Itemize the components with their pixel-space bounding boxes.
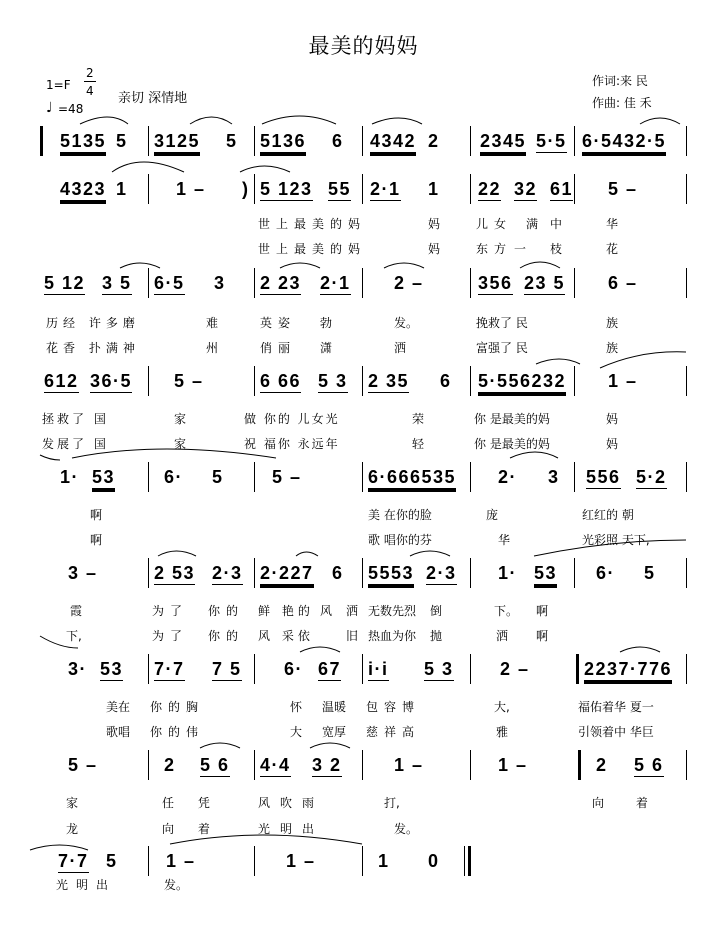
- lyric: 祝 福你 永远年: [244, 437, 340, 451]
- lyric: 洒: [394, 341, 407, 355]
- note-group: 53: [100, 659, 124, 679]
- note-group: 2237·776: [584, 659, 673, 679]
- barline: [686, 366, 687, 396]
- barline: [362, 462, 363, 492]
- lyric: 你 是最美的妈: [474, 437, 550, 451]
- note-group: 2·227: [260, 563, 314, 583]
- note-group: 55: [328, 179, 352, 199]
- note-group: 1 –: [166, 851, 196, 871]
- barline: [470, 750, 471, 780]
- barline: [574, 174, 575, 204]
- barline: [574, 462, 575, 492]
- tempo-marking: =48: [58, 102, 84, 116]
- lyric: 妈: [428, 242, 441, 256]
- barline: [574, 558, 575, 588]
- lyric: 轻: [412, 437, 425, 451]
- note-group: 2 35: [368, 371, 410, 391]
- lyric: 包容博: [366, 700, 421, 714]
- time-signature-divider: [84, 81, 96, 82]
- note-group: 2: [164, 755, 176, 775]
- note-group: 61: [550, 179, 574, 199]
- note-group: 6: [440, 371, 452, 391]
- barline: [254, 126, 255, 156]
- start-barline: [40, 126, 43, 156]
- score-system-4: [40, 370, 690, 404]
- note-group: 5: [644, 563, 656, 583]
- lyric-line-2: 歌唱: [106, 725, 131, 739]
- note-group: 1: [378, 851, 390, 871]
- note-group: 5553: [368, 563, 415, 583]
- lyric: 华: [606, 217, 619, 231]
- lyric: 中: [550, 217, 563, 231]
- time-signature-top: 2: [86, 66, 94, 80]
- note-group: 5 3: [424, 659, 454, 679]
- lyric: 鲜 艳的: [258, 604, 314, 618]
- lyric-line-1: 霞: [70, 604, 83, 618]
- note-group: 3: [214, 273, 226, 293]
- note-group: 3 –: [68, 563, 98, 583]
- lyric: 做 你的 儿女光: [244, 412, 340, 426]
- slur: [520, 262, 560, 268]
- barline: [148, 462, 149, 492]
- barline: [254, 750, 255, 780]
- lyric-line-1: 啊: [90, 508, 103, 522]
- slur: [640, 118, 680, 124]
- quarter-note-icon: ♩: [46, 100, 53, 116]
- barline: [470, 462, 471, 492]
- barline: [686, 126, 687, 156]
- note-group: 5: [226, 131, 238, 151]
- slur: [384, 263, 424, 268]
- barline: [362, 126, 363, 156]
- score-system-6: [40, 562, 690, 596]
- expression-marking: 亲切 深情地: [118, 91, 188, 106]
- barline: [470, 558, 471, 588]
- barline: [470, 268, 471, 298]
- lyric: 宽厚: [322, 725, 347, 739]
- barline: [574, 268, 575, 298]
- note-group: 6 66: [260, 371, 302, 391]
- lyric: 福佑着华 夏一: [578, 700, 654, 714]
- note-group: 5 6: [634, 755, 664, 775]
- lyric: 荣: [412, 412, 425, 426]
- barline: [362, 750, 363, 780]
- lyric: 华: [498, 533, 511, 547]
- note-group: 5 –: [608, 179, 638, 199]
- slur: [536, 359, 580, 364]
- lyric: 英姿: [260, 316, 297, 330]
- lyric-line-1: 光明出: [56, 878, 117, 892]
- lyric: 向 着: [592, 796, 662, 810]
- note-group: 5 3: [318, 371, 348, 391]
- note-group: 6·5: [154, 273, 185, 293]
- barline: [470, 126, 471, 156]
- lyric: 发。: [394, 822, 419, 836]
- lyric: 风: [320, 604, 333, 618]
- note-group: 5·2: [636, 467, 667, 487]
- note-group: 1 –: [608, 371, 638, 391]
- note-group: 22: [478, 179, 502, 199]
- barline: [470, 654, 471, 684]
- barline: [148, 750, 149, 780]
- note-group: 5136: [260, 131, 307, 151]
- slur: [410, 551, 450, 556]
- note-group: 1 –: [498, 755, 528, 775]
- barline: [254, 268, 255, 298]
- note-group: 2·3: [212, 563, 243, 583]
- barline: [254, 846, 255, 876]
- note-group: 3 2: [312, 755, 342, 775]
- note-group: 7·7: [154, 659, 185, 679]
- lyric: 你的: [208, 629, 245, 643]
- note-group: 7·7: [58, 851, 89, 871]
- lyric: 抛: [430, 629, 443, 643]
- lyric: 东方: [476, 242, 513, 256]
- note-group: 1 –: [394, 755, 424, 775]
- note-group: 2 53: [154, 563, 196, 583]
- note-group: 5 123: [260, 179, 313, 199]
- note-group: 6·: [284, 659, 304, 679]
- barline: [254, 462, 255, 492]
- lyric: 妈: [428, 217, 441, 231]
- barline: [254, 654, 255, 684]
- slur: [158, 551, 196, 556]
- note-group: 356: [478, 273, 513, 293]
- lyric: 为了: [152, 604, 189, 618]
- barline: [254, 558, 255, 588]
- lyric: 热血为你: [368, 629, 417, 643]
- note-group: 4·4: [260, 755, 291, 775]
- barline: [470, 366, 471, 396]
- note-group: 5 6: [200, 755, 230, 775]
- slur: [510, 452, 558, 458]
- score-system-9: [40, 850, 690, 884]
- note-group: 2 –: [394, 273, 424, 293]
- note-group: 1 –: [286, 851, 316, 871]
- lyric-line-1: 拯救了 国: [42, 412, 109, 426]
- lyric: 大,: [494, 700, 510, 714]
- repeat-barline: [576, 654, 579, 684]
- barline: [362, 654, 363, 684]
- note-group: 2: [596, 755, 608, 775]
- note-group: 7 5: [212, 659, 242, 679]
- lyric: 歌 唱你的芬: [368, 533, 432, 547]
- lyric: 慈祥高: [366, 725, 421, 739]
- barline: [686, 462, 687, 492]
- lyric: 怀: [290, 700, 303, 714]
- note-group: 4342: [370, 131, 417, 151]
- lyric: 发。: [164, 878, 189, 892]
- lyric: 枝: [550, 242, 563, 256]
- note-group: 2·: [498, 467, 518, 487]
- lyric: 你的胸: [150, 700, 205, 714]
- note-group: 2 –: [500, 659, 530, 679]
- lyric-line-2: 龙: [66, 822, 79, 836]
- note-group: 1 –: [176, 179, 206, 199]
- barline: [470, 174, 471, 204]
- note-group: 0: [428, 851, 440, 871]
- note-group: 1·: [60, 467, 80, 487]
- score-system-5: [40, 466, 690, 500]
- note-group: 2: [428, 131, 440, 151]
- barline: [148, 174, 149, 204]
- lyric: 挽救了 民: [476, 316, 528, 330]
- barline: [574, 366, 575, 396]
- note-group: 3 5: [102, 273, 132, 293]
- note-group: 5 –: [272, 467, 302, 487]
- barline: [574, 126, 575, 156]
- barline: [148, 268, 149, 298]
- slur: [262, 116, 336, 124]
- lyric: 你 是最美的妈: [474, 412, 550, 426]
- barline: [362, 558, 363, 588]
- barline: [148, 366, 149, 396]
- note-group: ): [242, 179, 250, 199]
- score-system-3: [40, 272, 690, 306]
- slur: [190, 117, 232, 124]
- final-barline-thin: [464, 846, 465, 876]
- score-system-2: [40, 178, 690, 212]
- time-signature-bottom: 4: [86, 84, 94, 98]
- lyric-line-1: 美在: [106, 700, 131, 714]
- barline: [362, 268, 363, 298]
- lyric: 儿女: [476, 217, 513, 231]
- slur: [80, 117, 128, 124]
- lyric: 红红的 朝: [582, 508, 634, 522]
- barline: [686, 174, 687, 204]
- lyric: 啊: [536, 629, 549, 643]
- note-group: 612: [44, 371, 79, 391]
- barline: [686, 750, 687, 780]
- lyric-line-2: 啊: [90, 533, 103, 547]
- slur: [280, 263, 320, 268]
- slur: [372, 118, 422, 124]
- lyric: 家: [174, 437, 187, 451]
- lyric: 任 凭: [162, 796, 220, 810]
- composer-credit: 作曲: 佳 禾: [592, 96, 652, 110]
- barline: [362, 846, 363, 876]
- score-system-1: [40, 130, 690, 164]
- final-barline-thick: [468, 846, 471, 876]
- lyric: 族: [606, 341, 619, 355]
- note-group: 3125: [154, 131, 201, 151]
- note-group: 36·5: [90, 371, 133, 391]
- note-group: 4323: [60, 179, 107, 199]
- lyric: 光明出: [258, 822, 325, 836]
- lyric: 风吹雨: [258, 796, 325, 810]
- lyric: 难: [206, 316, 219, 330]
- note-group: 5 –: [68, 755, 98, 775]
- slur: [240, 166, 290, 172]
- slur: [40, 455, 60, 460]
- repeat-barline: [578, 750, 581, 780]
- barline: [148, 846, 149, 876]
- lyric-line-1: 历经 许多磨: [46, 316, 140, 330]
- note-group: 1: [116, 179, 128, 199]
- note-group: 6·5432·5: [582, 131, 667, 151]
- note-group: 2345: [480, 131, 527, 151]
- lyric: 大: [290, 725, 303, 739]
- note-group: 2 23: [260, 273, 302, 293]
- lyric-line-1: 家: [66, 796, 79, 810]
- lyricist-credit: 作词:来 民: [592, 74, 648, 88]
- slur: [620, 647, 660, 652]
- lyric: 洒: [346, 604, 359, 618]
- note-group: 5 12: [44, 273, 86, 293]
- lyric: 家: [174, 412, 187, 426]
- lyric: 光彩照 天下,: [582, 533, 650, 547]
- slur: [296, 552, 318, 556]
- lyric-line-2: 世上最美的妈: [258, 242, 367, 256]
- note-group: 6 –: [608, 273, 638, 293]
- note-group: 5: [116, 131, 128, 151]
- note-group: 5: [212, 467, 224, 487]
- note-group: 1·: [498, 563, 518, 583]
- lyric: 勃: [320, 316, 333, 330]
- slur: [310, 743, 350, 748]
- score-system-8: [40, 754, 690, 788]
- lyric: 引领着中 华巨: [578, 725, 654, 739]
- lyric-line-2: 下,: [66, 629, 82, 643]
- lyric: 风 采依: [258, 629, 314, 643]
- barline: [686, 654, 687, 684]
- note-group: 3: [548, 467, 560, 487]
- note-group: 6·: [596, 563, 616, 583]
- lyric-line-1: 世上最美的妈: [258, 217, 367, 231]
- note-group: 53: [534, 563, 558, 583]
- lyric: 潇: [320, 341, 333, 355]
- note-group: 5·556232: [478, 371, 567, 391]
- lyric: 下。: [494, 604, 519, 618]
- note-group: 3·: [68, 659, 88, 679]
- lyric: 向 着: [162, 822, 220, 836]
- key-signature: 1=F: [46, 78, 71, 92]
- barline: [254, 174, 255, 204]
- lyric: 美 在你的脸: [368, 508, 432, 522]
- lyric: 满: [526, 217, 539, 231]
- note-group: 53: [92, 467, 116, 487]
- note-group: 6·: [164, 467, 184, 487]
- lyric-line-2: 花香 扑满神: [46, 341, 140, 355]
- lyric: 发。: [394, 316, 419, 330]
- lyric: 打,: [384, 796, 400, 810]
- barline: [148, 558, 149, 588]
- barline: [686, 558, 687, 588]
- lyric: 富强了 民: [476, 341, 528, 355]
- note-group: 6: [332, 563, 344, 583]
- slur: [300, 647, 340, 652]
- score-system-7: [40, 658, 690, 692]
- note-group: 32: [514, 179, 538, 199]
- barline: [362, 174, 363, 204]
- lyric: 庞: [486, 508, 499, 522]
- note-group: 1: [428, 179, 440, 199]
- lyric: 洒: [496, 629, 509, 643]
- barline: [254, 366, 255, 396]
- slur: [200, 743, 240, 748]
- lyric: 妈: [606, 437, 619, 451]
- lyric: 温暖: [322, 700, 347, 714]
- slur: [120, 263, 160, 268]
- note-group: 2·1: [370, 179, 401, 199]
- note-group: 23 5: [524, 273, 566, 293]
- note-group: 556: [586, 467, 621, 487]
- note-group: 5·5: [536, 131, 567, 151]
- barline: [148, 126, 149, 156]
- barline: [148, 654, 149, 684]
- note-group: 2·1: [320, 273, 351, 293]
- lyric: 妈: [606, 412, 619, 426]
- lyric: 旧: [346, 629, 359, 643]
- lyric-line-2: 发展了 国: [42, 437, 109, 451]
- lyric: 倒: [430, 604, 443, 618]
- barline: [362, 366, 363, 396]
- note-group: 5135: [60, 131, 107, 151]
- lyric: 啊: [536, 604, 549, 618]
- lyric: 族: [606, 316, 619, 330]
- lyric: 为了: [152, 629, 189, 643]
- note-group: 5: [106, 851, 118, 871]
- note-group: 5 –: [174, 371, 204, 391]
- lyric: 雅: [496, 725, 509, 739]
- note-group: 6·666535: [368, 467, 457, 487]
- note-group: 2·3: [426, 563, 457, 583]
- lyric: 你的伟: [150, 725, 205, 739]
- lyric: 花: [606, 242, 619, 256]
- lyric: 州: [206, 341, 219, 355]
- song-title: 最美的妈妈: [308, 34, 419, 58]
- note-group: 67: [318, 659, 342, 679]
- lyric: 无数先烈: [368, 604, 417, 618]
- note-group: 6: [332, 131, 344, 151]
- lyric: 俏丽: [260, 341, 297, 355]
- lyric: 一: [514, 242, 527, 256]
- note-group: i·i: [368, 659, 389, 679]
- lyric: 你的: [208, 604, 245, 618]
- barline: [686, 268, 687, 298]
